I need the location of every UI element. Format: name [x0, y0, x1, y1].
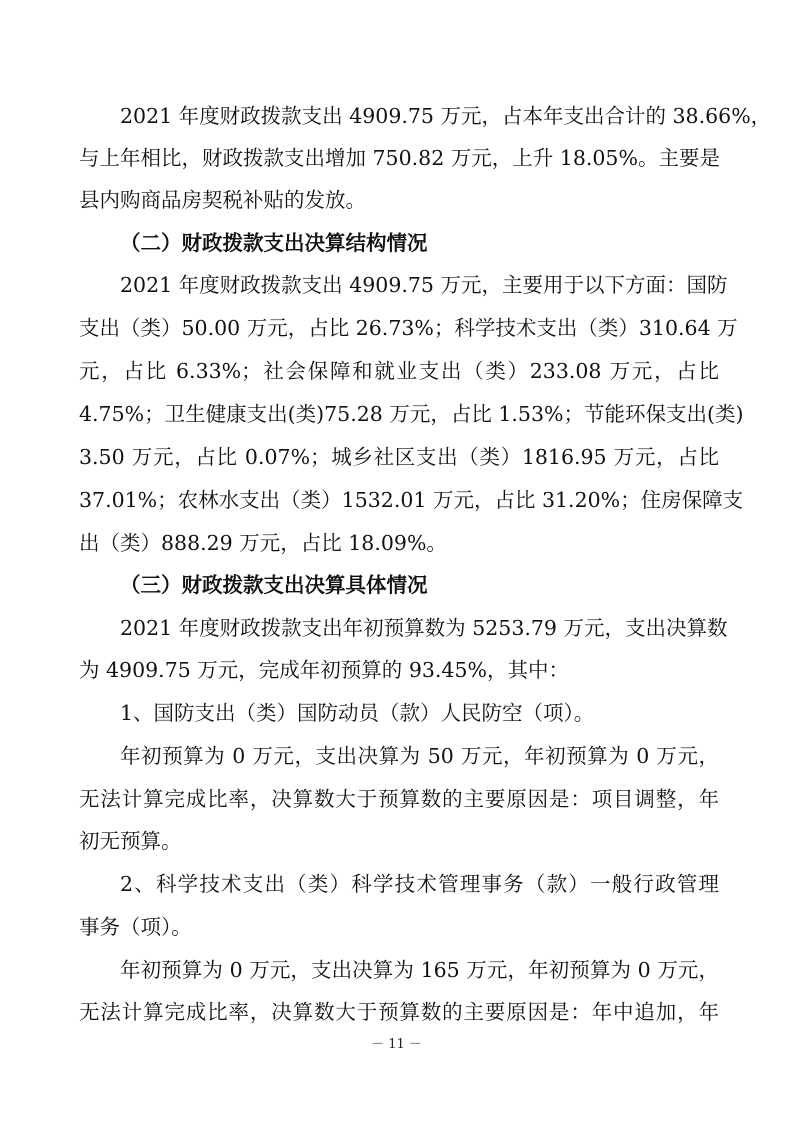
body-text-line: 初无预算。 [79, 829, 182, 853]
body-text-line: 与上年相比，财政拨款支出增加 750.82 万元，上升 18.05%。主要是 [79, 146, 720, 170]
body-text-line: 37.01%；农林水支出（类）1532.01 万元，占比 31.20%；住房保障支 [79, 488, 744, 512]
body-text-line: 2021 年度财政拨款支出 4909.75 万元，占本年支出合计的 38.66%， [120, 104, 772, 128]
body-text-line: 无法计算完成比率，决算数大于预算数的主要原因是：年中追加，年 [79, 1000, 719, 1024]
item-title-line: 事务（项）。 [79, 915, 192, 939]
body-text-line: 支出（类）50.00 万元，占比 26.73%；科学技术支出（类）310.64 万 [79, 316, 738, 340]
body-text-line: 为 4909.75 万元，完成年初预算的 93.45%，其中： [79, 658, 569, 682]
section-heading: （二）财政拨款支出决算结构情况 [120, 231, 428, 255]
body-text-line: 3.50 万元，占比 0.07%；城乡社区支出（类）1816.95 万元，占比 [79, 445, 719, 469]
item-title-line: 1、国防支出（类）国防动员（款）人民防空（项）。 [120, 701, 595, 725]
body-text-line: 年初预算为 0 万元，支出决算为 165 万元，年初预算为 0 万元， [120, 958, 719, 982]
body-text-line: 出（类）888.29 万元，占比 18.09%。 [79, 531, 447, 555]
item-title-line: 2、科学技术支出（类）科学技术管理事务（款）一般行政管理 [120, 872, 719, 896]
body-text-line: 2021 年度财政拨款支出年初预算数为 5253.79 万元，支出决算数 [120, 616, 728, 640]
section-heading: （三）财政拨款支出决算具体情况 [120, 573, 428, 597]
body-text-line: 元，占比 6.33%；社会保障和就业支出（类）233.08 万元，占比 [79, 359, 719, 383]
body-text-line: 年初预算为 0 万元，支出决算为 50 万元，年初预算为 0 万元， [120, 744, 719, 768]
body-text-line: 4.75%；卫生健康支出(类)75.28 万元，占比 1.53%；节能环保支出(类) [79, 402, 744, 426]
body-text-line: 2021 年度财政拨款支出 4909.75 万元，主要用于以下方面：国防 [120, 273, 728, 297]
body-text-line: 县内购商品房契税补贴的发放。 [79, 188, 366, 212]
page-number: － 11 － [371, 1037, 422, 1052]
body-text-line: 无法计算完成比率，决算数大于预算数的主要原因是：项目调整，年 [79, 787, 719, 811]
